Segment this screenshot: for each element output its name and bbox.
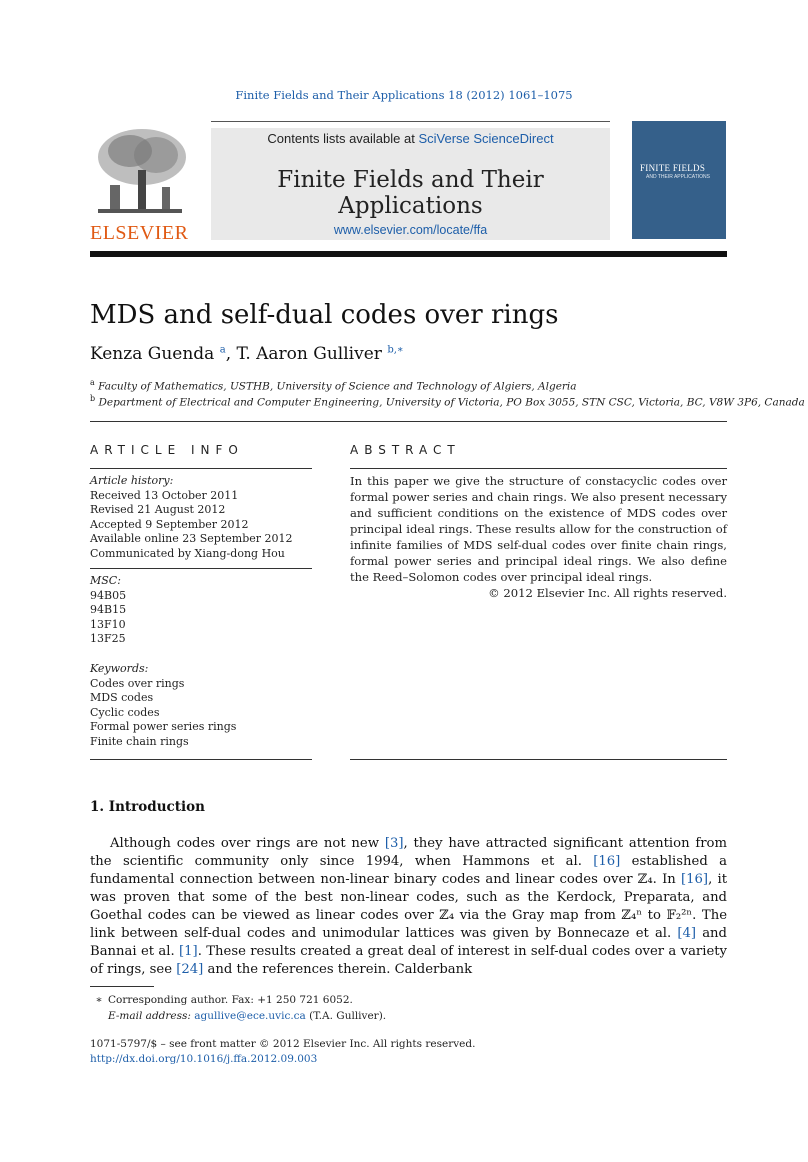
header-top-rule (211, 121, 610, 122)
history-item: Accepted 9 September 2012 (90, 517, 249, 531)
msc-code: 13F10 (90, 617, 126, 631)
keywords-label: Keywords: (90, 662, 149, 675)
text-segment: . These results created a great deal of interest in self-dual codes over a variety of rings, see (90, 944, 728, 977)
keyword: Cyclic codes (90, 705, 160, 719)
column-rule (350, 468, 727, 469)
citation-link[interactable]: [1] (179, 944, 198, 959)
introduction-paragraph (90, 835, 727, 979)
footnote-text: Corresponding author. Fax: +1 250 721 6052. (108, 994, 353, 1006)
journal-cover-image (632, 121, 726, 239)
author-name: Kenza Guenda (90, 344, 215, 364)
journal-url-link[interactable]: www.elsevier.com/locate/ffa (333, 223, 488, 237)
msc-label: MSC: (90, 574, 121, 587)
publisher-name: ELSEVIER (90, 222, 189, 244)
column-rule (90, 759, 312, 760)
citation-link[interactable]: [4] (677, 926, 697, 941)
keyword: MDS codes (90, 691, 154, 704)
history-item: Received 13 October 2011 (90, 488, 239, 502)
email-suffix: (T.A. Gulliver). (309, 1010, 387, 1022)
history-label: Article history: (90, 474, 174, 487)
cover-title: FINITE FIELDS (640, 163, 706, 173)
author-name: T. Aaron Gulliver (236, 344, 382, 364)
section-heading: 1. Introduction (90, 799, 205, 815)
contents-prefix: Contents lists available at (267, 131, 419, 146)
text-segment: , it was proven that some of the best non-linear codes, such as the Kerdock, Preparata, and Goethal codes can be viewed as linear codes over ℤ₄ via the Gray map from ℤ₄ⁿ to 𝔽₂²ⁿ. The link between self-dual codes and unimodular lattices was given by Bonnecaze et al. (90, 872, 727, 941)
email-link[interactable]: agullive@ece.uvic.ca (194, 1010, 306, 1022)
affiliation-mark[interactable]: a (219, 344, 226, 356)
article-history (90, 474, 312, 561)
header-divider (90, 251, 727, 257)
abstract-heading: ABSTRACT (350, 443, 461, 457)
keywords (90, 662, 312, 749)
msc-code: 94B15 (90, 603, 127, 616)
elsevier-tree-logo (90, 125, 190, 220)
footnote-rule (90, 986, 154, 987)
sciencedirect-link[interactable]: SciVerse ScienceDirect (418, 131, 554, 146)
affiliation-mark: a (90, 378, 95, 387)
abstract-text: In this paper we give the structure of constacyclic codes over formal power series and chain rings. We also present necessary and sufficient conditions on the existence of MDS codes over principal ideal rings. These results allow for the construction of infinite families of MDS self-dual codes over finite chain rings, formal power series and principal ideal rings. We also define the Reed–Solomon codes over principal ideal rings. (350, 474, 727, 584)
doi-link[interactable]: http://dx.doi.org/10.1016/j.ffa.2012.09.003 (90, 1053, 318, 1065)
author-list: Kenza Guenda $^a$, T. Aaron Gulliver $^{b,∗}$ (90, 344, 404, 364)
footnote-mark: ∗ (95, 994, 103, 1006)
section-rule (90, 421, 727, 422)
msc-codes (90, 574, 312, 647)
history-item: Communicated by Xiang-dong Hou (90, 546, 285, 560)
text-segment: and Bannai et al. (90, 926, 727, 959)
affiliation-text: Department of Electrical and Computer Engineering, University of Victoria, PO Box 3055, STN CSC, Victoria, BC, V8W 3P6, Canada (98, 396, 805, 409)
affiliation-mark: b (90, 394, 96, 403)
cover-subtitle: AND THEIR APPLICATIONS (646, 174, 710, 180)
corresponding-footnote (90, 994, 353, 1006)
keyword: Finite chain rings (90, 734, 189, 748)
affiliation-mark[interactable]: b,∗ (387, 344, 404, 356)
journal-title: Finite Fields and Their Applications (277, 167, 544, 219)
journal-reference[interactable]: Finite Fields and Their Applications 18 (2012) 1061–1075 (235, 88, 573, 102)
email-footnote (108, 1010, 386, 1022)
article-info-heading: ARTICLE INFO (90, 443, 244, 457)
citation-link[interactable]: [24] (176, 962, 204, 977)
contents-line (211, 131, 610, 146)
abstract-copyright: © 2012 Elsevier Inc. All rights reserved. (488, 586, 727, 600)
keyword: Codes over rings (90, 676, 185, 690)
citation-link[interactable]: [3] (384, 836, 404, 851)
column-rule (90, 468, 312, 469)
affiliation-text: Faculty of Mathematics, USTHB, University of Science and Technology of Algiers, Algeria (98, 380, 577, 393)
citation-link[interactable]: [16] (593, 854, 621, 869)
citation-link[interactable]: [16] (681, 872, 709, 887)
msc-code: 13F25 (90, 632, 126, 645)
history-item: Available online 23 September 2012 (90, 532, 293, 545)
keyword: Formal power series rings (90, 720, 237, 733)
text-segment: Although codes over rings are not new (110, 836, 385, 851)
email-label: E-mail address: (108, 1010, 191, 1022)
affiliation (90, 378, 577, 393)
front-matter: 1071-5797/$ – see front matter © 2012 Elsevier Inc. All rights reserved. (90, 1038, 476, 1050)
history-item: Revised 21 August 2012 (90, 503, 226, 516)
text-segment: established a fundamental connection between non-linear binary codes and linear codes over ℤ₄. In (90, 854, 727, 887)
paper-title: MDS and self-dual codes over rings (90, 300, 559, 330)
column-rule (350, 759, 727, 760)
text-segment: , they have attracted significant attention from the scientific community only since 1994, when Hammons et al. (90, 836, 727, 869)
text-segment: and the references therein. Calderbank (203, 962, 473, 977)
msc-code: 94B05 (90, 588, 127, 602)
affiliation (90, 394, 805, 409)
column-rule (90, 568, 312, 569)
